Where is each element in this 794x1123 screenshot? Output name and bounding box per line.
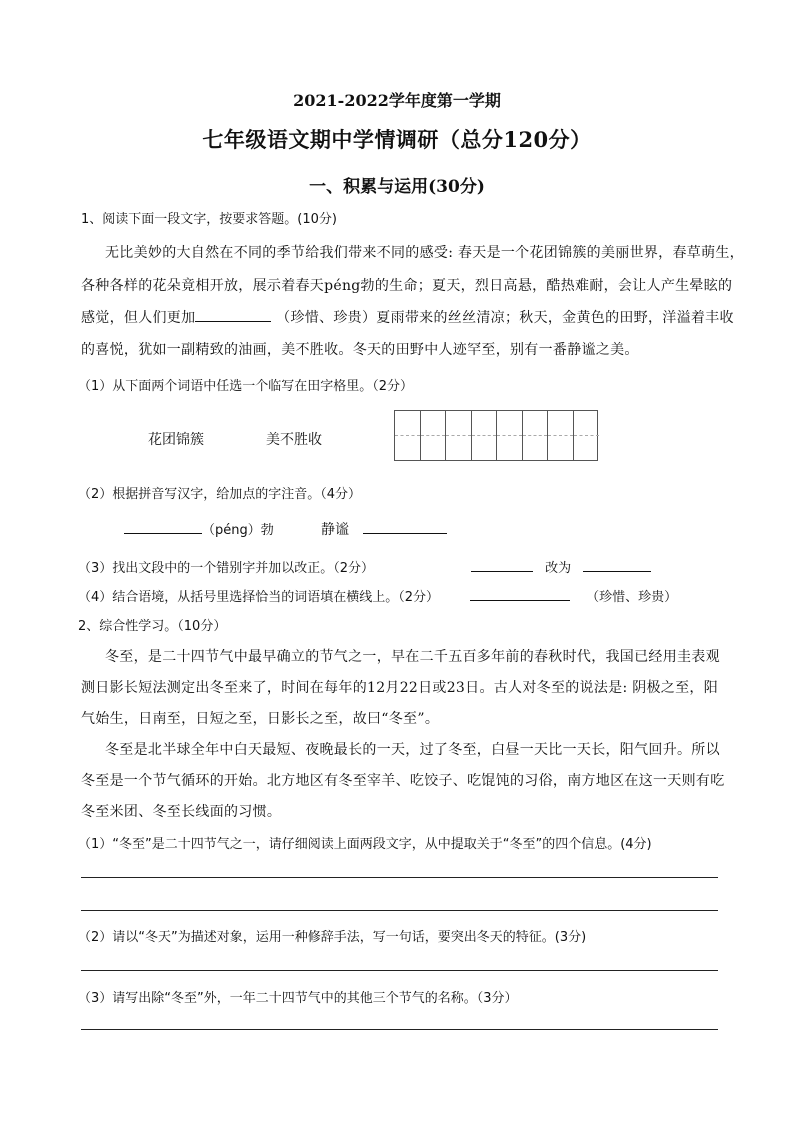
- typo-blank[interactable]: [471, 559, 533, 572]
- q2-passage-line-2: 测日影长短法测定出冬至来了，时间在每年的12月22日或23日。古人对冬至的说法是: 阴极之至，阳: [81, 680, 719, 696]
- school-year: 2021-2022学年度第一学期: [293, 91, 501, 110]
- pinyin-blank[interactable]: [124, 521, 202, 534]
- dotted-word-row: [321, 519, 447, 539]
- grid-cell[interactable]: [446, 411, 472, 460]
- q1-passage-blank[interactable]: [195, 309, 271, 322]
- grid-cell[interactable]: [523, 411, 549, 460]
- word-option-2: 美不胜收: [266, 432, 322, 448]
- q2-passage-line-6: 冬至米团、冬至长线面的习惯。: [81, 804, 282, 820]
- word-choice-blank[interactable]: [470, 588, 570, 601]
- q1-passage-line-4: 的喜悦，犹如一副精致的油画，美不胜收。冬天的田野中人迹罕至，别有一番静谧之美。: [81, 342, 639, 358]
- grid-cell[interactable]: [395, 411, 421, 460]
- answer-line[interactable]: [81, 910, 718, 911]
- dotted-word: 静谧: [321, 522, 349, 538]
- answer-line[interactable]: [81, 1029, 718, 1030]
- typo-answer-row: [471, 557, 651, 576]
- q2-passage-line-3: 气始生，日南至，日短之至，日影长之至，故曰“冬至”。: [81, 711, 440, 727]
- q1-sub3: （3）找出文段中的一个错别字并加以改正。（2分）: [78, 561, 375, 576]
- section-title: 一、积累与运用(30分): [309, 177, 485, 197]
- word-choice-options: （珍惜、珍贵）: [586, 590, 678, 605]
- grid-cell[interactable]: [497, 411, 523, 460]
- q1-prompt: 1、阅读下面一段文字，按要求答题。(10分): [81, 212, 337, 227]
- q2-sub1: （1）“冬至”是二十四节气之一，请仔细阅读上面两段文字，从中提取关于“冬至”的四个信息。(4分): [78, 837, 652, 852]
- grid-cell[interactable]: [574, 411, 600, 460]
- q2-passage-line-4: 冬至是北半球全年中白天最短、夜晚最长的一天，过了冬至，白昼一天比一天长，阳气回升。所以: [105, 742, 720, 758]
- word-option-1: 花团锦簇: [148, 432, 204, 448]
- q2-prompt: 2、综合性学习。（10分）: [78, 619, 227, 634]
- grid-cell[interactable]: [421, 411, 447, 460]
- pinyin-label: （péng）勃: [202, 523, 274, 538]
- dotted-word-blank[interactable]: [363, 521, 447, 534]
- word-choice-row: [470, 586, 677, 605]
- q1-passage-line-2: 各种各样的花朵竟相开放，展示着春天péng勃的生命；夏天，烈日高悬，酷热难耐，会让人产生晕眩的: [81, 278, 733, 294]
- pinyin-answer-row: [124, 519, 274, 538]
- change-to-label: 改为: [545, 561, 572, 576]
- q1-passage-line-3a: 感觉，但人们更加: [81, 310, 196, 326]
- correction-blank[interactable]: [583, 559, 651, 572]
- q1-passage-line-3b: （珍惜、珍贵）夏雨带来的丝丝清凉；秋天，金黄色的田野，洋溢着丰收: [276, 310, 734, 326]
- answer-line[interactable]: [81, 877, 718, 878]
- exam-title: 七年级语文期中学情调研（总分120分）: [202, 127, 592, 152]
- q2-sub3: （3）请写出除“冬至”外，一年二十四节气中的其他三个节气的名称。（3分）: [78, 991, 518, 1006]
- grid-cell[interactable]: [548, 411, 574, 460]
- tianzige-grid[interactable]: [394, 410, 598, 461]
- q2-passage-line-1: 冬至，是二十四节气中最早确立的节气之一，早在二千五百多年前的春秋时代，我国已经用圭表观: [105, 649, 720, 665]
- q1-passage-line-3: [81, 307, 734, 327]
- answer-line[interactable]: [81, 970, 718, 971]
- q2-passage-line-5: 冬至是一个节气循环的开始。北方地区有冬至宰羊、吃饺子、吃馄饨的习俗，南方地区在这一天则有吃: [81, 773, 725, 789]
- grid-cell[interactable]: [472, 411, 498, 460]
- q1-passage-line-1: 无比美妙的大自然在不同的季节给我们带来不同的感受: 春天是一个花团锦簇的美丽世界，春草萌生，: [105, 245, 744, 261]
- q2-sub2: （2）请以“冬天”为描述对象，运用一种修辞手法，写一句话，要突出冬天的特征。(3分): [78, 930, 587, 945]
- q1-sub4: （4）结合语境，从括号里选择恰当的词语填在横线上。（2分）: [78, 590, 440, 605]
- q1-sub2: （2）根据拼音写汉字，给加点的字注音。（4分）: [78, 487, 362, 502]
- q1-sub1: （1）从下面两个词语中任选一个临写在田字格里。（2分）: [78, 379, 414, 394]
